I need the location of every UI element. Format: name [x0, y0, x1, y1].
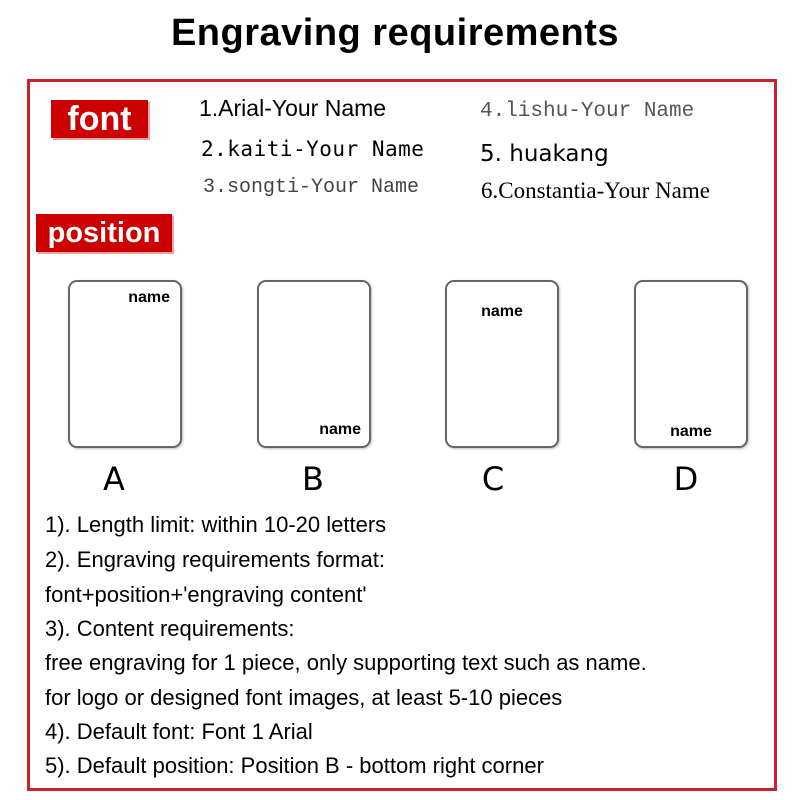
requirement-format-heading: 2). Engraving requirements format:	[45, 547, 385, 572]
requirement-default-position: 5). Default position: Position B - bottom right corner	[45, 753, 544, 778]
requirement-default-font: 4). Default font: Font 1 Arial	[45, 719, 313, 744]
position-letter-a: A	[103, 460, 125, 498]
font-option-arial: 1.Arial-Your Name	[199, 95, 387, 121]
font-section-label: font	[51, 100, 148, 138]
position-card-a	[68, 280, 182, 448]
position-card-d	[634, 280, 748, 448]
requirement-content-free: free engraving for 1 piece, only supporting text such as name.	[45, 650, 647, 675]
requirement-content-logo: for logo or designed font images, at least 5-10 pieces	[45, 685, 563, 710]
requirement-content-heading: 3). Content requirements:	[45, 616, 295, 641]
font-option-kaiti: 2.kaiti-Your Name	[201, 137, 425, 161]
requirement-format-detail: font+position+'engraving content'	[45, 582, 367, 607]
position-letter-b: B	[302, 460, 324, 498]
font-option-songti: 3.songti-Your Name	[203, 176, 420, 199]
card-name-label: name	[670, 423, 712, 440]
card-name-label: name	[319, 421, 361, 438]
requirement-length-limit: 1). Length limit: within 10-20 letters	[45, 512, 387, 537]
font-option-lishu: 4.lishu-Your Name	[480, 100, 695, 123]
card-name-label: name	[128, 289, 170, 306]
font-option-huakang: 5. huakang	[480, 141, 609, 167]
font-option-constantia: 6.Constantia-Your Name	[481, 178, 710, 203]
position-card-b	[257, 280, 371, 448]
position-letter-c: C	[481, 460, 505, 498]
card-name-label: name	[481, 303, 523, 320]
position-card-c	[445, 280, 559, 448]
page-title: Engraving requirements	[170, 12, 620, 54]
position-section-label: position	[36, 214, 172, 252]
position-letter-d: D	[673, 460, 699, 498]
